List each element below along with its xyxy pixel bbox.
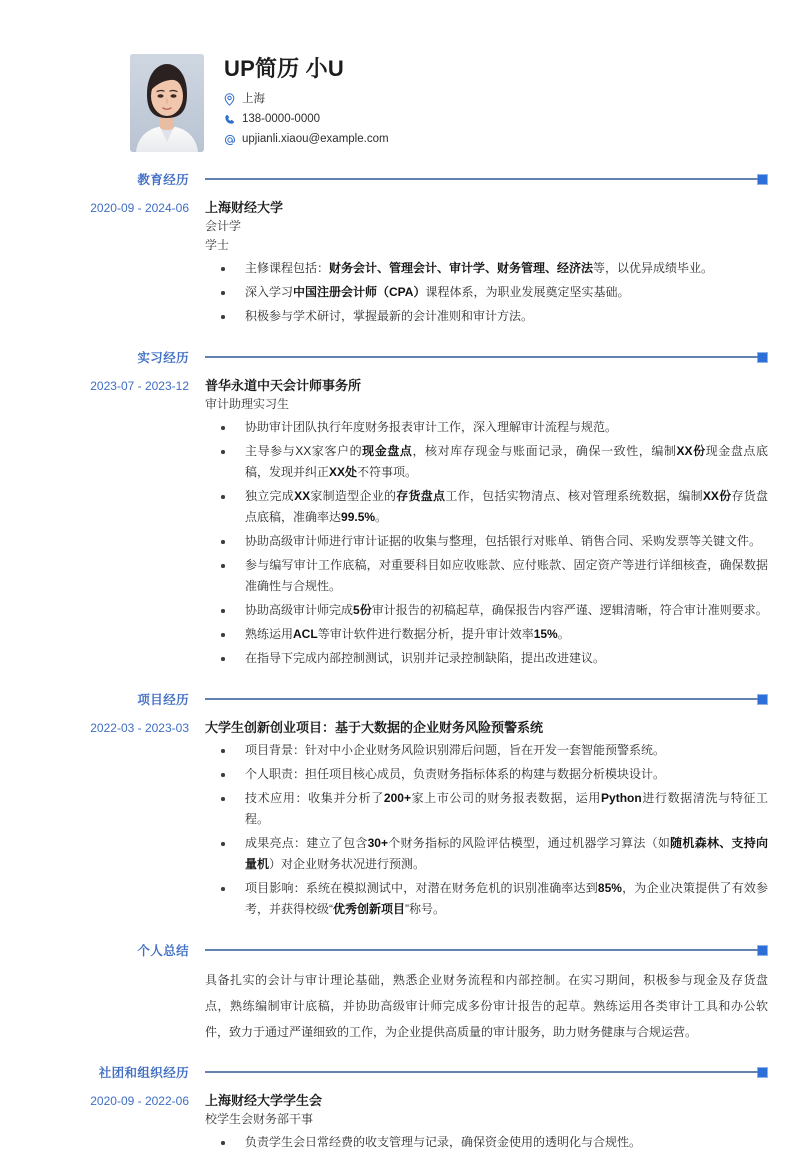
entry-subtitle: 学士	[205, 238, 230, 252]
experience-entry	[0, 1091, 800, 1156]
section-rule	[205, 949, 758, 951]
bullet-list	[205, 1132, 768, 1153]
section-header	[0, 1063, 800, 1081]
bullet-item: 技术应用：收集并分析了200+家上市公司的财务报表数据，运用Python进行数据清洗与特征工程。	[205, 788, 768, 830]
contact-email-value: upjianli.xiaou@example.com	[242, 133, 389, 145]
section-title: 项目经历	[137, 693, 189, 707]
section-end-square-icon	[757, 1067, 768, 1078]
experience-entry	[0, 376, 800, 672]
entry-organization: 普华永道中天会计师事务所	[205, 378, 362, 393]
section-header	[0, 941, 800, 959]
resume-sections	[0, 170, 800, 1156]
bullet-item: 协助高级审计师进行审计证据的收集与整理，包括银行对账单、销售合同、采购发票等关键文件。	[205, 531, 768, 552]
bullet-item: 在指导下完成内部控制测试，识别并记录控制缺陷，提出改进建议。	[205, 648, 768, 669]
bullet-list	[205, 258, 768, 327]
contact-phone	[224, 110, 389, 129]
section-rule	[205, 1071, 758, 1073]
section-header	[0, 690, 800, 708]
entry-subtitle: 校学生会财务部干事	[205, 1112, 314, 1126]
bullet-item: 个人职责：担任项目核心成员，负责财务指标体系的构建与数据分析模块设计。	[205, 764, 768, 785]
contact-location-value: 上海	[242, 93, 265, 105]
entry-body	[205, 718, 800, 923]
bullet-item: 熟练运用ACL等审计软件进行数据分析，提升审计效率15%。	[205, 624, 768, 645]
section-end-square-icon	[757, 352, 768, 363]
summary-text: 具备扎实的会计与审计理论基础，熟悉企业财务流程和内部控制。在实习期间，积极参与现金及存货盘点，熟练编制审计底稿，并协助高级审计师完成多份审计报告的起草。熟练运用各类审计工具和办公软件，致力于通过严谨细致的工作，为企业提供高质量的审计服务，助力财务健康与合规运营。	[205, 973, 768, 1039]
entry-organization: 上海财经大学学生会	[205, 1093, 323, 1108]
bullet-list	[205, 740, 768, 920]
bullet-item: 负责学生会日常经费的收支管理与记录，确保资金使用的透明化与合规性。	[205, 1132, 768, 1153]
candidate-name: UP简历 小U	[224, 56, 344, 81]
section-end-square-icon	[757, 174, 768, 185]
bullet-item: 项目背景：针对中小企业财务风险识别滞后问题，旨在开发一套智能预警系统。	[205, 740, 768, 761]
experience-entry	[0, 718, 800, 923]
section-header	[0, 170, 800, 188]
entry-date: 2023-07 - 2023-12	[90, 379, 189, 393]
entry-date: 2022-03 - 2023-03	[90, 721, 189, 735]
entry-organization: 大学生创新创业项目：基于大数据的企业财务风险预警系统	[205, 720, 544, 735]
section-header	[0, 348, 800, 366]
section-rule	[205, 698, 758, 700]
at-sign-icon	[224, 134, 239, 146]
section-end-square-icon	[757, 945, 768, 956]
entry-date: 2020-09 - 2022-06	[90, 1094, 189, 1108]
contact-phone-value: 138-0000-0000	[242, 113, 321, 125]
section-title: 社团和组织经历	[98, 1066, 189, 1080]
experience-entry	[0, 198, 800, 330]
entry-organization: 上海财经大学	[205, 200, 284, 215]
entry-body	[205, 198, 800, 330]
section-rule	[205, 178, 758, 180]
portrait-photo	[130, 54, 204, 152]
section-title: 教育经历	[137, 173, 189, 187]
section-title: 个人总结	[137, 944, 189, 958]
bullet-list	[205, 417, 768, 669]
bullet-item: 协助审计团队执行年度财务报表审计工作，深入理解审计流程与规范。	[205, 417, 768, 438]
entry-body	[205, 376, 800, 672]
bullet-item: 项目影响：系统在模拟测试中，对潜在财务危机的识别准确率达到85%，为企业决策提供了有效参考，并获得校级“优秀创新项目”称号。	[205, 878, 768, 920]
section-end-square-icon	[757, 694, 768, 705]
bullet-item: 主导参与XX家客户的现金盘点，核对库存现金与账面记录，确保一致性，编制XX份现金盘点底稿，发现并纠正XX处不符事项。	[205, 441, 768, 483]
entry-date: 2020-09 - 2024-06	[90, 201, 189, 215]
bullet-item: 积极参与学术研讨，掌握最新的会计准则和审计方法。	[205, 306, 768, 327]
bullet-item: 深入学习中国注册会计师（CPA）课程体系，为职业发展奠定坚实基础。	[205, 282, 768, 303]
section-rule	[205, 356, 758, 358]
section-title: 实习经历	[137, 351, 189, 365]
summary-entry	[0, 967, 800, 1045]
phone-icon	[224, 114, 239, 126]
bullet-item: 参与编写审计工作底稿，对重要科目如应收账款、应付账款、固定资产等进行详细核查，确保数据准确性与合规性。	[205, 555, 768, 597]
location-pin-icon	[224, 93, 239, 106]
contact-email	[224, 130, 389, 149]
entry-body	[205, 1091, 800, 1156]
resume-header	[0, 0, 800, 152]
entry-subtitle: 会计学	[205, 219, 242, 233]
contact-location	[224, 90, 389, 109]
bullet-item: 成果亮点：建立了包含30+个财务指标的风险评估模型，通过机器学习算法（如随机森林、支持向量机）对企业财务状况进行预测。	[205, 833, 768, 875]
bullet-item: 独立完成XX家制造型企业的存货盘点工作，包括实物清点、核对管理系统数据，编制XX份存货盘点底稿，准确率达99.5%。	[205, 486, 768, 528]
bullet-item: 协助高级审计师完成5份审计报告的初稿起草，确保报告内容严谨、逻辑清晰，符合审计准则要求。	[205, 600, 768, 621]
entry-subtitle: 审计助理实习生	[205, 397, 290, 411]
bullet-item: 主修课程包括：财务会计、管理会计、审计学、财务管理、经济法等，以优异成绩毕业。	[205, 258, 768, 279]
header-text-block	[204, 54, 389, 150]
